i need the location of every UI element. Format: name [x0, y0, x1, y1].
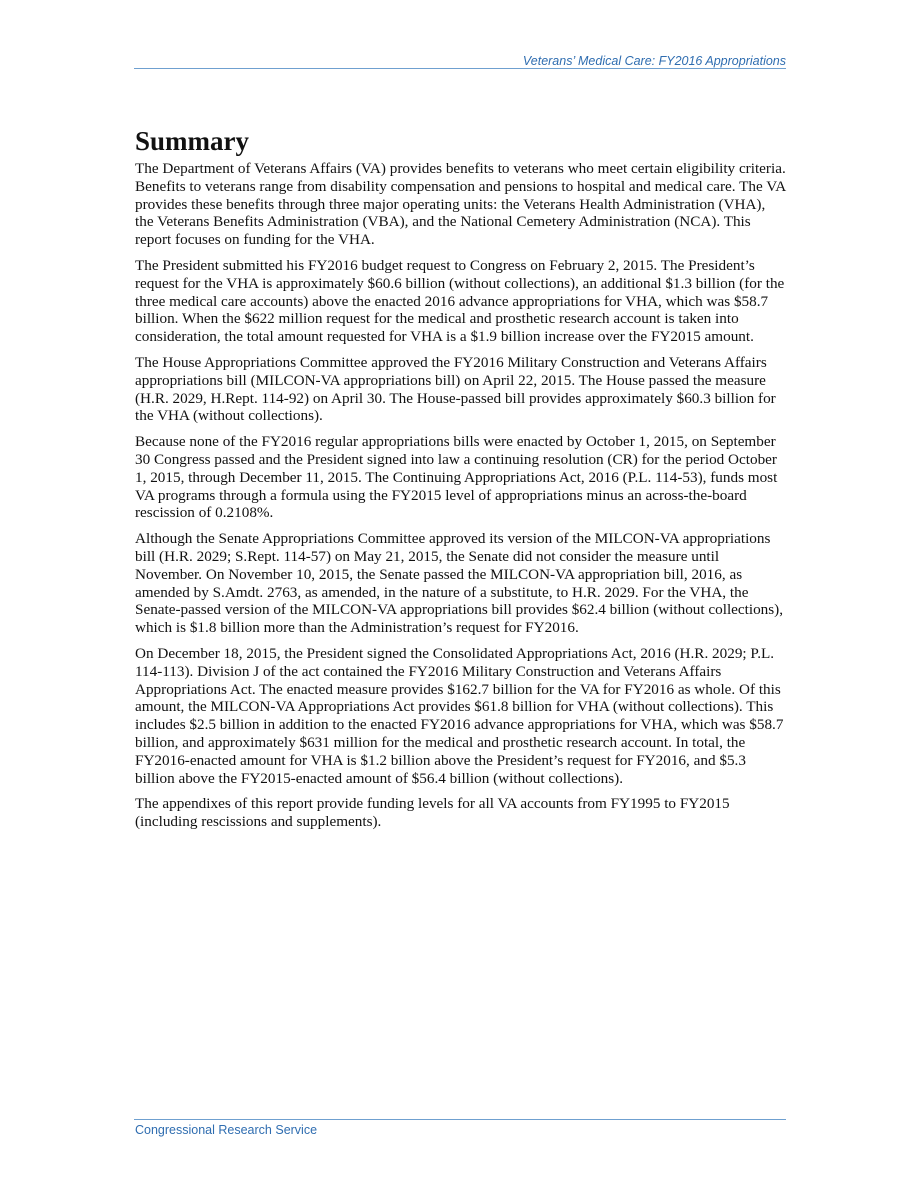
running-header: Veterans’ Medical Care: FY2016 Appropriations	[522, 54, 786, 68]
paragraph-intro: The Department of Veterans Affairs (VA) provides benefits to veterans who meet certain eligibility criteria. Benefits to veterans range from disability compensation and pensions to hospital and medical care. The VA provides these benefits through three major operating units: the Veterans Health Administration (VHA), the Veterans Benefits Administration (VBA), and the National Cemetery Administration (NCA). This report focuses on funding for the VHA.	[135, 160, 786, 249]
header-divider	[134, 68, 786, 69]
paragraph-president-request: The President submitted his FY2016 budget request to Congress on February 2, 2015. The President’s request for the VHA is approximately $60.6 billion (without collections), an additional $1.3 billion (for the three medical care accounts) above the enacted 2016 advance appropriations for VHA, which was $58.7 billion. When the $622 million request for the medical and prosthetic research account is taken into consideration, the total amount requested for VHA is a $1.9 billion increase over the FY2015 amount.	[135, 256, 785, 346]
document-body	[135, 124, 787, 839]
paragraph-continuing-resolution: Because none of the FY2016 regular appropriations bills were enacted by October 1, 2015, on September 30 Congress passed and the President signed into law a continuing resolution (CR) for the period October 1, 2015, through December 11, 2015. The Continuing Appropriations Act, 2016 (P.L. 114-53), funds most VA programs through a formula using the FY2015 level of appropriations minus an across-the-board rescission of 0.2108%.	[135, 433, 778, 522]
paragraph-appendixes: The appendixes of this report provide funding levels for all VA accounts from FY1995 to FY2015 (including rescissions and supplements).	[135, 795, 730, 831]
footer-organization: Congressional Research Service	[135, 1123, 318, 1137]
footer-divider	[134, 1119, 786, 1120]
paragraph-house-committee: The House Appropriations Committee approved the FY2016 Military Construction and Veterans Affairs appropriations bill (MILCON-VA appropriations bill) on April 22, 2015. The House passed the measure (H.R. 2029, H.Rept. 114-92) on April 30. The House-passed bill provides approximately $60.3 billion for the VHA (without collections).	[135, 353, 776, 425]
paragraph-senate-committee: Although the Senate Appropriations Committee approved its version of the MILCON-VA appropriations bill (H.R. 2029; S.Rept. 114-57) on May 21, 2015, the Senate did not consider the measure until November. On November 10, 2015, the Senate passed the MILCON-VA appropriation bill, 2016, as amended by S.Amdt. 2763, as amended, in the nature of a substitute, to H.R. 2029. For the VHA, the Senate-passed version of the MILCON-VA appropriations bill provides $62.4 billion (without collections), which is $1.8 billion more than the Administration’s request for FY2016.	[135, 530, 784, 637]
section-title: Summary	[135, 126, 249, 156]
paragraph-consolidated-act: On December 18, 2015, the President signed the Consolidated Appropriations Act, 2016 (H.R. 2029; P.L. 114-113). Division J of the act contained the FY2016 Military Construction and Veterans Affairs Appropriations Act. The enacted measure provides $162.7 billion for the VA for FY2016 as whole. Of this amount, the MILCON-VA Appropriations Act provides $61.8 billion for VHA (without collections). This includes $2.5 billion in addition to the enacted FY2016 advance appropriations for VHA, which was $58.7 billion, and approximately $631 million for the medical and prosthetic research account. In total, the FY2016-enacted amount for VHA is $1.2 billion above the President’s request for FY2016, and $5.3 billion above the FY2015-enacted amount of $56.4 billion (without collections).	[135, 644, 784, 787]
